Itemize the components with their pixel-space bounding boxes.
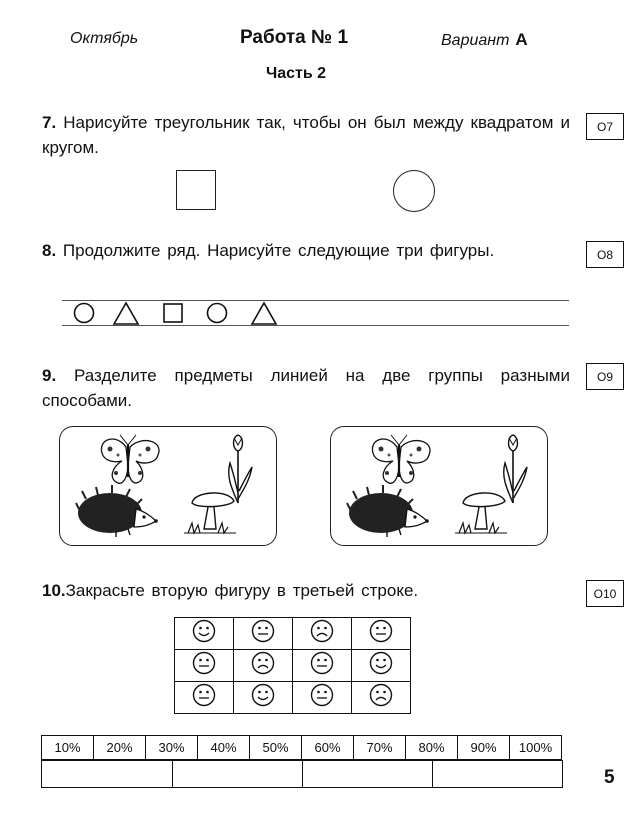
smiley-row	[175, 618, 411, 650]
task-8-number: 8.	[42, 241, 57, 260]
task-10-code: О10	[586, 580, 624, 607]
butterfly-icon	[372, 435, 430, 483]
task-9	[42, 363, 570, 413]
task-10-number: 10.	[42, 581, 66, 600]
percent-cell: 50%	[250, 736, 302, 760]
smiley-grid	[174, 617, 411, 714]
task-9-number: 9.	[42, 366, 57, 385]
mushroom-icon	[184, 493, 236, 533]
answer-cell[interactable]	[42, 761, 173, 788]
task-10-text: Закрасьте вторую фигуру в третьей строке.	[65, 581, 419, 600]
percent-cell: 30%	[146, 736, 198, 760]
task-7-code: О7	[586, 113, 624, 140]
neutral-face-icon	[369, 619, 393, 643]
percent-cell: 40%	[198, 736, 250, 760]
percent-cell: 80%	[406, 736, 458, 760]
part-heading: Часть 2	[266, 65, 327, 82]
smiley-cell[interactable]	[352, 650, 411, 682]
task-10	[42, 578, 570, 603]
percent-cell: 60%	[302, 736, 354, 760]
mushroom-icon	[455, 493, 507, 533]
happy-face-icon	[369, 651, 393, 675]
answer-cell[interactable]	[303, 761, 433, 788]
variant-value: А	[515, 30, 528, 49]
task-8	[42, 238, 570, 263]
sad-face-icon	[251, 651, 275, 675]
sad-face-icon	[369, 683, 393, 707]
percent-cell: 10%	[42, 736, 94, 760]
sequence-triangle-shape	[252, 303, 276, 324]
task-9-text: Разделите предметы линией на две группы разными способами.	[42, 366, 570, 410]
answer-cell[interactable]	[173, 761, 303, 788]
butterfly-icon	[101, 435, 159, 483]
happy-face-icon	[251, 683, 275, 707]
task-8-code: О8	[586, 241, 624, 268]
sad-face-icon	[310, 619, 334, 643]
hedgehog-icon	[76, 485, 158, 537]
neutral-face-icon	[310, 683, 334, 707]
square-shape	[176, 170, 216, 210]
smiley-cell[interactable]	[175, 650, 234, 682]
task-7	[42, 110, 570, 160]
sequence-circle-shape	[75, 304, 94, 323]
circle-shape	[393, 170, 435, 212]
picture-card-right	[330, 426, 548, 546]
neutral-face-icon	[310, 651, 334, 675]
page-number: 5	[604, 767, 615, 788]
smiley-cell[interactable]	[175, 682, 234, 714]
smiley-cell[interactable]	[293, 650, 352, 682]
neutral-face-icon	[251, 619, 275, 643]
percent-cell: 100%	[510, 736, 562, 760]
header-month: Октябрь	[70, 30, 139, 47]
task-8-text: Продолжите ряд. Нарисуйте следующие три фигуры.	[62, 241, 495, 260]
picture-card-left	[59, 426, 277, 546]
smiley-row	[175, 682, 411, 714]
smiley-cell[interactable]	[352, 682, 411, 714]
card-illustration	[60, 427, 276, 545]
percent-cell: 90%	[458, 736, 510, 760]
task-7-text: Нарисуйте треугольник так, чтобы он был между квадратом и кругом.	[42, 113, 570, 157]
smiley-cell[interactable]	[234, 650, 293, 682]
shape-sequence	[62, 300, 292, 326]
smiley-cell[interactable]	[234, 618, 293, 650]
smiley-cell[interactable]	[293, 618, 352, 650]
percent-scale	[41, 735, 562, 760]
header-variant	[441, 30, 528, 50]
answer-cell[interactable]	[433, 761, 563, 788]
task-9-code: О9	[586, 363, 624, 390]
percent-cell: 70%	[354, 736, 406, 760]
tulip-icon	[504, 435, 527, 503]
task-7-number: 7.	[42, 113, 57, 132]
neutral-face-icon	[192, 651, 216, 675]
card-illustration	[331, 427, 547, 545]
hedgehog-icon	[347, 485, 429, 537]
tulip-icon	[229, 435, 252, 503]
smiley-cell[interactable]	[352, 618, 411, 650]
neutral-face-icon	[192, 683, 216, 707]
percent-cell: 20%	[94, 736, 146, 760]
smiley-cell[interactable]	[234, 682, 293, 714]
sequence-square-shape	[164, 304, 182, 322]
smiley-row	[175, 650, 411, 682]
sequence-circle-shape	[208, 304, 227, 323]
sequence-triangle-shape	[114, 303, 138, 324]
smiley-cell[interactable]	[175, 618, 234, 650]
percent-answer-row	[41, 760, 563, 788]
smiley-cell[interactable]	[293, 682, 352, 714]
variant-label: Вариант	[441, 32, 510, 49]
page-title: Работа № 1	[240, 27, 349, 48]
happy-face-icon	[192, 619, 216, 643]
